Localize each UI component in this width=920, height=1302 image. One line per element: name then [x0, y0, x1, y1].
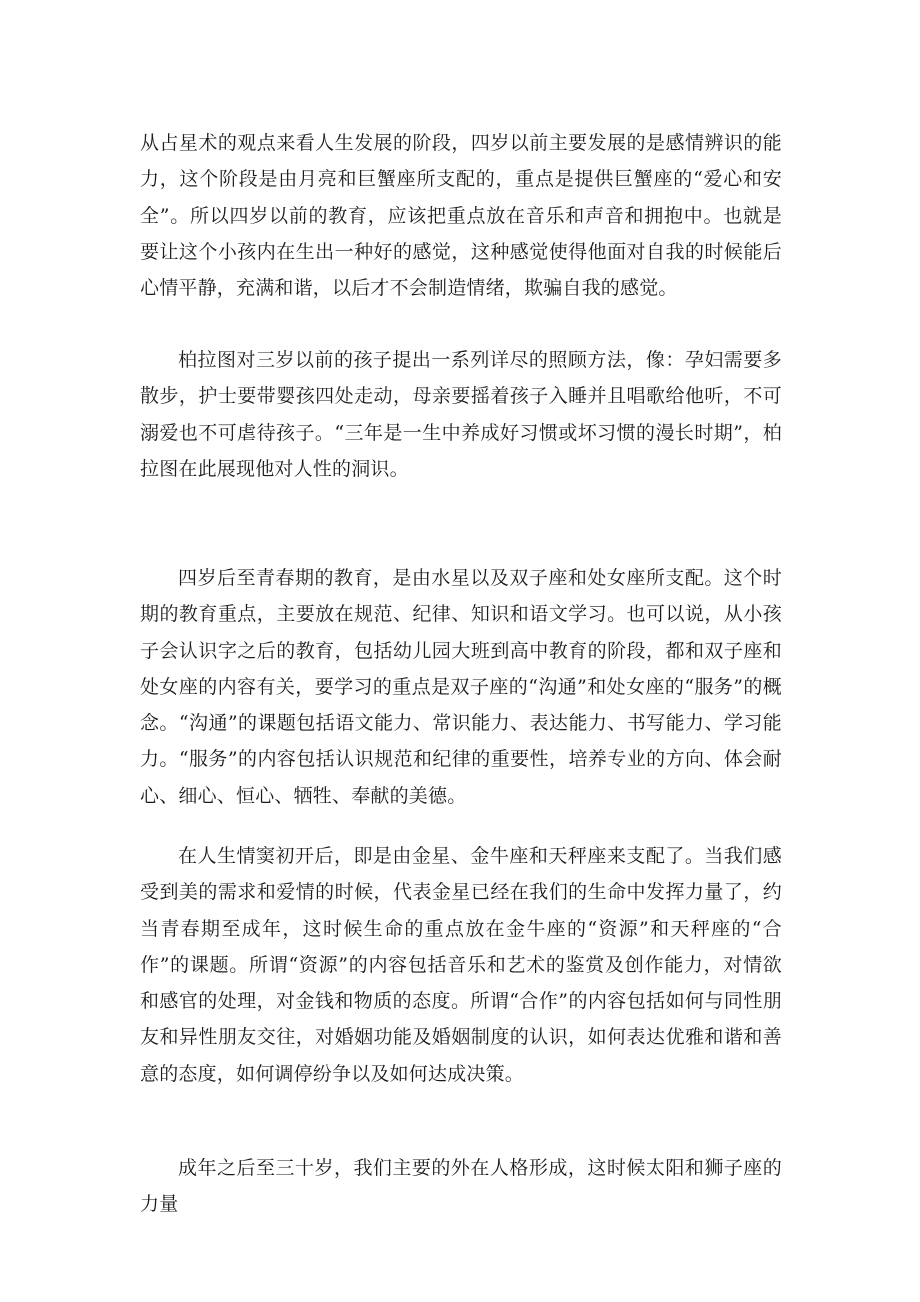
paragraph-early-childhood: 从占星术的观点来看人生发展的阶段，四岁以前主要发展的是感情辨识的能力，这个阶段是由月亮和巨蟹座所支配的，重点是提供巨蟹座的“爱心和安全”。所以四岁以前的教育，应该把重点放在音乐和声音和拥抱中。也就是要让这个小孩内在生出一种好的感觉，这种感觉使得他面对自我的时候能后心情平静，充满和谐，以后才不会制造情绪，欺骗自我的感觉。: [140, 132, 782, 300]
paragraph-plato-infant-care: 柏拉图对三岁以前的孩子提出一系列详尽的照顾方法，像：孕妇需要多散步，护士要带婴孩四处走动，母亲要摇着孩子入睡并且唱歌给他听，不可溺爱也不可虐待孩子。“三年是一生中养成好习惯或坏习惯的漫长时期”，柏拉图在此展现他对人性的洞识。: [140, 349, 782, 480]
paragraph-mercury-education: 四岁后至青春期的教育，是由水星以及双子座和处女座所支配。这个时期的教育重点，主要放在规范、纪律、知识和语文学习。也可以说，从小孩子会认识字之后的教育，包括幼儿园大班到高中教育的阶段，都和双子座和处女座的内容有关，要学习的重点是双子座的“沟通”和处女座的“服务”的概念。“沟通”的课题包括语文能力、常识能力、表达能力、书写能力、学习能力。“服务”的内容包括认识规范和纪律的重要性，培养专业的方向、体会耐心、细心、恒心、牺牲、奉献的美德。: [140, 567, 782, 807]
paragraph-sun-adulthood: 成年之后至三十岁，我们主要的外在人格形成，这时候太阳和狮子座的力量: [140, 1157, 782, 1216]
paragraph-venus-adolescence: 在人生情窦初开后，即是由金星、金牛座和天秤座来支配了。当我们感受到美的需求和爱情的时候，代表金星已经在我们的生命中发挥力量了，约当青春期至成年，这时候生命的重点放在金牛座的“资源”和天秤座的“合作”的课题。所谓“资源”的内容包括音乐和艺术的鉴赏及创作能力，对情欲和感官的处理，对金钱和物质的态度。所谓“合作”的内容包括如何与同性朋友和异性朋友交往，对婚姻功能及婚姻制度的认识，如何表达优雅和谐和善意的态度，如何调停纷争以及如何达成决策。: [140, 845, 782, 1085]
